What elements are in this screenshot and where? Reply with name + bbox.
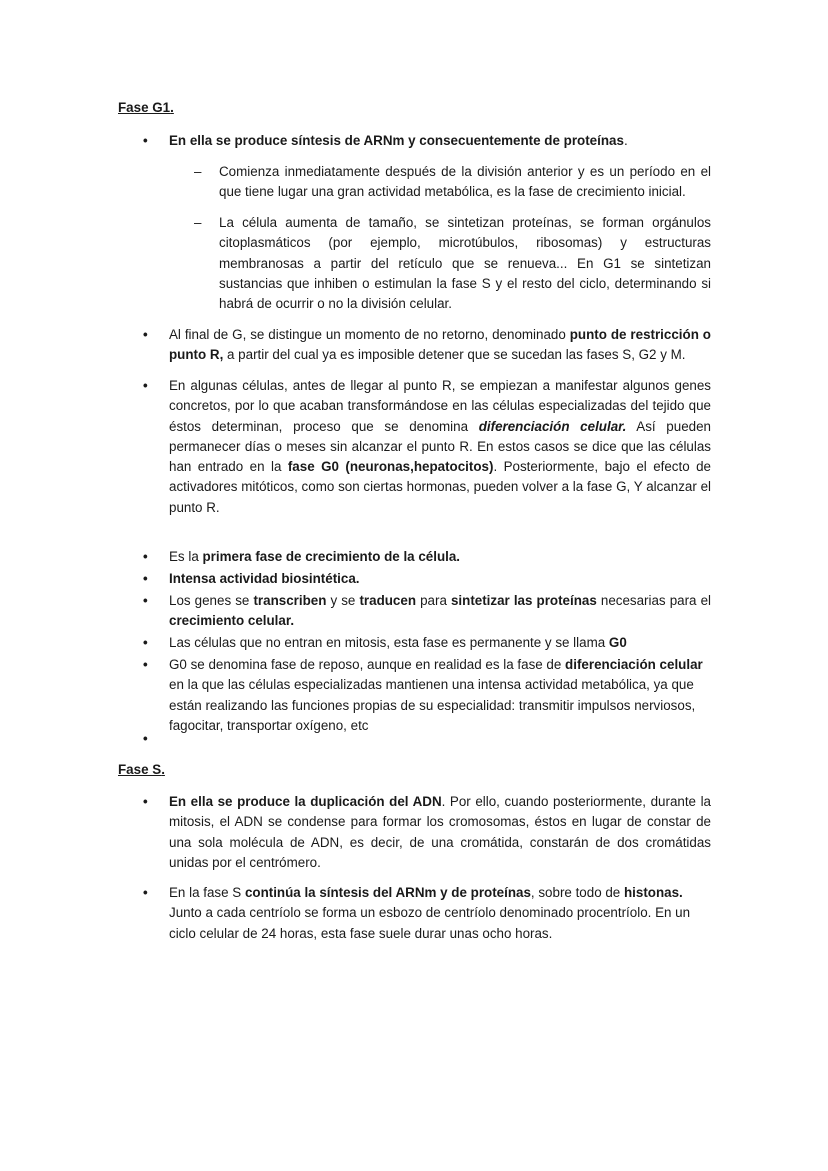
s-heading: Fase S. [118,762,165,777]
bullet-marker: • [143,327,148,342]
bullet-marker: • [143,657,148,672]
bullet-marker: • [143,378,148,393]
summary-bullet-5: G0 se denomina fase de reposo, aunque en realidad es la fase de diferenciación celular en la que las células especializadas mantienen una intensa actividad metabólica, ya que están realizando las funciones propias de su especialidad: transmitir impulsos nerviosos, fagocitar, transportar oxígeno, etc [169,657,703,733]
s-bullet-2: En la fase S continúa la síntesis del ARNm y de proteínas, sobre todo de histonas. Junto a cada centríolo se forma un esbozo de centríolo denominado procentríolo. En un ciclo celular de 24 horas, esta fase suele durar unas ocho horas. [169,885,691,941]
bullet-marker: • [143,549,148,564]
bullet-marker: • [143,593,148,608]
g1-bullet-3: En algunas células, antes de llegar al punto R, se empiezan a manifestar algunos genes concretos, por lo que acaban transformándose en las células especializadas del tejido que éstos determinan, proceso que se denomina diferenciación celular. Así pueden permanecer días o meses sin alcanzar el punto R. En estos casos se dice que las células han entrado en la fase G0 (neuronas,hepatocitos). Posteriormente, bajo el efecto de activadores mitóticos, como son ciertas hormonas, pueden volver a la fase G, Y alcanzar el punto R. [169,378,711,515]
summary-bullet-1: Es la primera fase de crecimiento de la célula. [169,549,461,564]
bullet-marker: • [143,133,148,148]
bullet-marker-empty: • [143,731,148,746]
summary-bullet-2: Intensa actividad biosintética. [169,571,360,586]
g1-bullet-1: En ella se produce síntesis de ARNm y consecuentemente de proteínas. [169,133,628,148]
summary-bullet-4: Las células que no entran en mitosis, esta fase es permanente y se llama G0 [169,635,627,650]
g1-subitem-1: Comienza inmediatamente después de la división anterior y es un período en el que tiene lugar una gran actividad metabólica, es la fase de crecimiento inicial. [219,164,711,200]
bullet-marker: • [143,635,148,650]
g1-subitem-2: La célula aumenta de tamaño, se sintetizan proteínas, se forman orgánulos citoplasmáticos (por ejemplo, microtúbulos, ribosomas) y estructuras membranosas a partir del retículo que se renueva... En G1 se sintetizan sustancias que inhiben o estimulan la fase S y el resto del ciclo, determinando si habrá de ocurrir o no la división celular. [219,215,711,312]
bullet-marker: • [143,794,148,809]
s-bullet-1: En ella se produce la duplicación del ADN. Por ello, cuando posteriormente, durante la mitosis, el ADN se condense para formar los cromosomas, éstos en lugar de constar de una sola molécula de ADN, es decir, de una cromátida, constarán de dos cromátidas unidas por el centrómero. [169,794,712,870]
bullet-marker: • [143,885,148,900]
g1-heading: Fase G1. [118,100,174,115]
dash-marker: – [194,215,202,230]
dash-marker: – [194,164,202,179]
bullet-marker: • [143,571,148,586]
summary-bullet-3: Los genes se transcriben y se traducen para sintetizar las proteínas necesarias para el crecimiento celular. [169,593,711,629]
g1-bullet-2: Al final de G, se distingue un momento de no retorno, denominado punto de restricción o punto R, a partir del cual ya es imposible detener que se sucedan las fases S, G2 y M. [169,327,711,363]
